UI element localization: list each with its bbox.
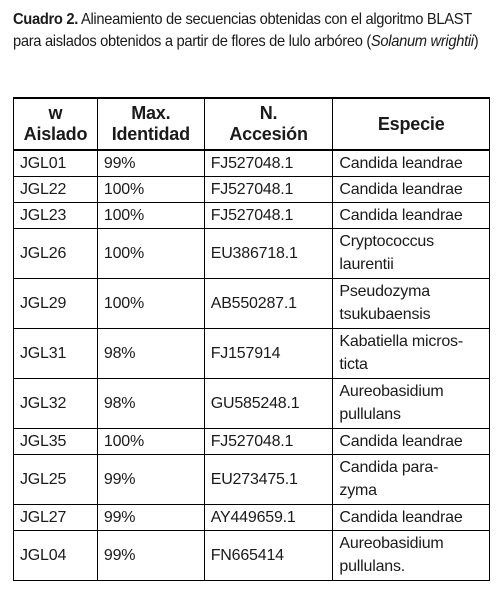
especie-line: Cryptococcus [339,233,434,250]
cell-aislado: JGL35 [14,428,98,454]
cell-accesion: FJ527048.1 [204,428,333,454]
cell-identidad: 99% [97,454,204,504]
cell-aislado: JGL23 [14,202,98,228]
especie-line: laurentii [339,256,394,273]
cell-accesion: FJ527048.1 [204,150,333,176]
table-caption [13,9,491,53]
cell-especie [333,530,490,580]
cell-especie [333,278,490,328]
header-especie: Especie [333,98,490,150]
table-row [14,278,490,328]
cell-especie [333,428,490,454]
table-row [14,530,490,580]
cell-identidad: 99% [97,504,204,530]
cell-aislado: JGL01 [14,150,98,176]
cell-especie [333,328,490,378]
caption-species: Solanum wrightii [370,33,474,50]
especie-line: Candida leandrae [339,508,463,526]
cell-accesion: FJ527048.1 [204,176,333,202]
cell-aislado: JGL31 [14,328,98,378]
especie-line: Kabatiella micros- [339,333,463,350]
table-row [14,328,490,378]
cell-especie [333,202,490,228]
cell-accesion: AB550287.1 [204,278,333,328]
cell-identidad: 100% [97,202,204,228]
cell-accesion: AY449659.1 [204,504,333,530]
cell-identidad: 100% [97,228,204,278]
especie-line: Aureobasidium [339,383,444,400]
caption-label: Cuadro 2. [13,11,78,28]
table-row [14,228,490,278]
cell-accesion: GU585248.1 [204,378,333,428]
caption-close: ) [473,33,479,50]
especie-line: ticta [339,356,368,373]
cell-aislado: JGL22 [14,176,98,202]
especie-line: Aureobasidium [339,535,444,552]
table-body [14,150,490,580]
cell-aislado: JGL26 [14,228,98,278]
cell-especie [333,228,490,278]
table-row [14,454,490,504]
cell-aislado: JGL25 [14,454,98,504]
cell-accesion: FN665414 [204,530,333,580]
table-row [14,176,490,202]
cell-identidad: 100% [97,176,204,202]
table-row [14,150,490,176]
cell-identidad: 99% [97,530,204,580]
cell-identidad: 98% [97,378,204,428]
cell-accesion: FJ157914 [204,328,333,378]
especie-line: Pseudozyma [339,283,430,300]
blast-results-table [13,97,490,581]
table-row [14,202,490,228]
cell-especie [333,504,490,530]
header-aislado: w Aislado [14,98,98,150]
table-row [14,378,490,428]
cell-identidad: 100% [97,278,204,328]
especie-line: Candida para- [339,459,439,476]
cell-identidad: 100% [97,428,204,454]
table-row [14,428,490,454]
especie-line: Candida leandrae [339,154,463,172]
cell-identidad: 99% [97,150,204,176]
cell-aislado: JGL32 [14,378,98,428]
header-accesion: N. Accesión [204,98,333,150]
cell-aislado: JGL04 [14,530,98,580]
cell-aislado: JGL29 [14,278,98,328]
cell-accesion: EU386718.1 [204,228,333,278]
especie-line: pullulans [339,406,401,423]
table-row [14,504,490,530]
especie-line: pullulans. [339,558,406,575]
especie-line: Candida leandrae [339,206,463,224]
cell-especie [333,378,490,428]
cell-accesion: EU273475.1 [204,454,333,504]
cell-especie [333,454,490,504]
cell-especie [333,150,490,176]
cell-aislado: JGL27 [14,504,98,530]
especie-line: zyma [339,482,377,499]
especie-line: Candida leandrae [339,432,463,450]
table-header-row [14,98,490,150]
caption-text: Alineamiento de secuencias obtenidas con el algoritmo BLAST para aislados obtenidos a partir de flores de lulo arbóreo ( [13,11,472,50]
especie-line: Candida leandrae [339,180,463,198]
cell-accesion: FJ527048.1 [204,202,333,228]
cell-especie [333,176,490,202]
header-identidad: Max. Identidad [97,98,204,150]
cell-identidad: 98% [97,328,204,378]
especie-line: tsukubaensis [339,306,431,323]
